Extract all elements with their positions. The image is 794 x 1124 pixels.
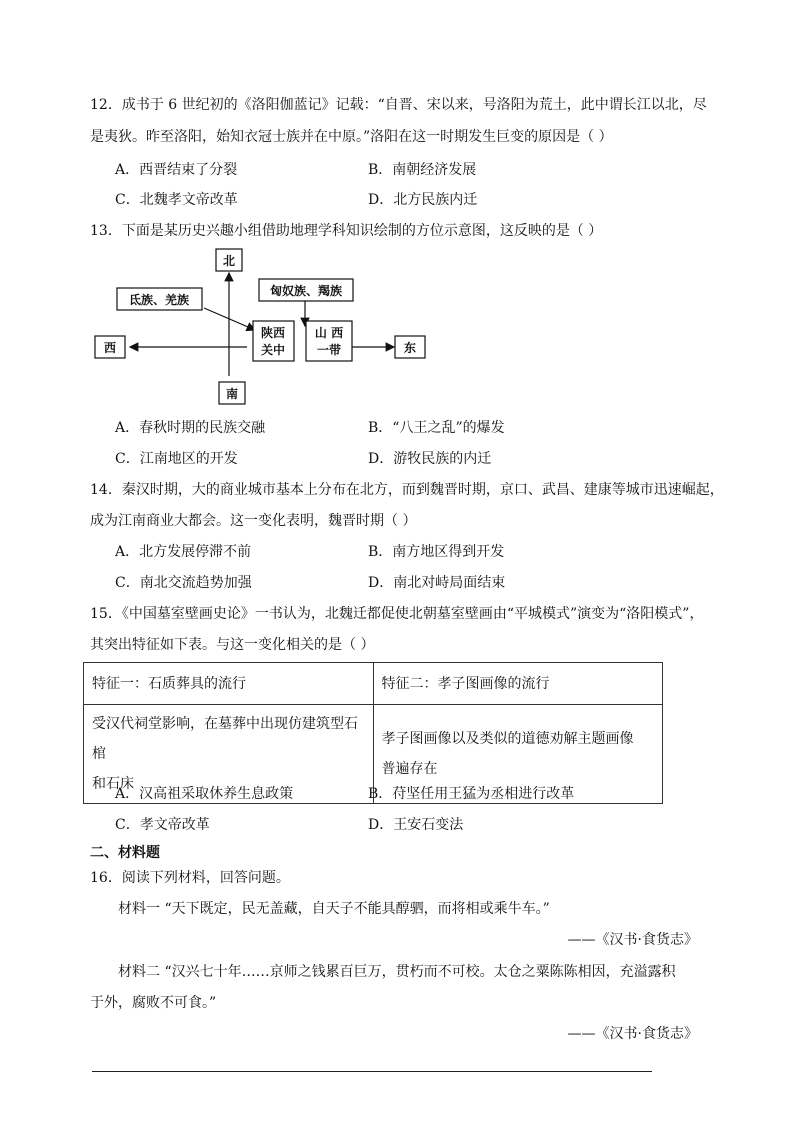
q15-stem-line2: 其突出特征如下表。与这一变化相关的是（ ） — [90, 637, 375, 653]
di-qiang-label: 氐族、羌族 — [128, 293, 190, 307]
section-heading: 二、材料题 — [90, 845, 160, 861]
q14-option-b[interactable]: B．南方地区得到开发 — [368, 544, 505, 560]
q14-option-c[interactable]: C．南北交流趋势加强 — [115, 575, 252, 591]
q15-option-c[interactable]: C．孝文帝改革 — [115, 817, 210, 833]
q12-option-a[interactable]: A．西晋结束了分裂 — [115, 162, 238, 178]
q13-stem-line1: 13．下面是某历史兴趣小组借助地理学科知识绘制的方位示意图，这反映的是（ ） — [90, 223, 603, 239]
table-cell-1-line1: 受汉代祠堂影响，在墓葬中出现仿建筑型石棺 — [92, 716, 358, 762]
q13-option-b[interactable]: B．“八王之乱”的爆发 — [368, 420, 505, 436]
direction-diagram — [0, 0, 794, 420]
q14-option-a[interactable]: A．北方发展停滞不前 — [115, 544, 252, 560]
table-cell-1-line2: 和石床 — [92, 776, 134, 792]
q15-stem-line1: 15．《中国墓室壁画史论》一书认为，北魏迁都促使北朝墓室壁画由“平城模式”演变为“洛阳模式”， — [90, 606, 704, 622]
material-2-line1: 材料二 “汉兴七十年……京师之钱累百巨万，贯朽而不可校。太仓之粟陈陈相因，充溢露积 — [118, 964, 676, 980]
q13-option-c[interactable]: C．江南地区的开发 — [115, 451, 238, 467]
xiongnu-jie-label: 匈奴族、羯族 — [269, 284, 343, 298]
q12-option-d[interactable]: D．北方民族内迁 — [368, 192, 478, 208]
north-label: 北 — [222, 254, 236, 268]
material-2-line2: 于外，腐败不可食。” — [90, 995, 217, 1011]
east-label: 东 — [403, 341, 417, 355]
table-cell-2-line1: 孝子图画像以及类似的道德劝解主题画像 — [381, 731, 634, 747]
table-header-1: 特征一：石质葬具的流行 — [84, 663, 374, 705]
table-cell-2-line2: 普遍存在 — [381, 761, 438, 777]
q12-option-b[interactable]: B．南朝经济发展 — [368, 162, 477, 178]
table-header-2: 特征二：孝子图画像的流行 — [373, 663, 663, 705]
q15-option-a[interactable]: A．汉高祖采取休养生息政策 — [115, 786, 294, 802]
west-label: 西 — [103, 341, 117, 355]
footer-divider — [92, 1071, 652, 1072]
q12-stem-line2: 是夷狄。昨至洛阳，始知衣冠士族并在中原。”洛阳在这一时期发生巨变的原因是（ ） — [90, 129, 613, 145]
q14-stem-line2: 成为江南商业大都会。这一变化表明，魏晋时期（ ） — [90, 513, 417, 529]
material-2-source: ——《汉书·食货志》 — [567, 1026, 698, 1042]
shaanxi-label-2: 关中 — [260, 343, 286, 357]
shaanxi-label-1: 陕西 — [260, 326, 286, 340]
q12-option-c[interactable]: C．北魏孝文帝改革 — [115, 192, 238, 208]
features-table — [83, 662, 663, 804]
material-1-source: ——《汉书·食货志》 — [567, 932, 698, 948]
q15-option-d[interactable]: D．王安石变法 — [368, 817, 464, 833]
shanxi-label-2: 一带 — [316, 343, 342, 357]
material-1-text: 材料一 “天下既定，民无盖藏，自天子不能具醇驷，而将相或乘牛车。” — [118, 901, 550, 917]
q13-option-d[interactable]: D．游牧民族的内迁 — [368, 451, 492, 467]
q15-option-b[interactable]: B．苻坚任用王猛为丞相进行改革 — [368, 786, 575, 802]
south-label: 南 — [225, 387, 239, 401]
q12-stem-line1: 12．成书于 6 世纪初的《洛阳伽蓝记》记载：“自晋、宋以来，号洛阳为荒土，此中谓长江以北，尽 — [90, 97, 707, 113]
shanxi-label-1: 山 西 — [314, 326, 344, 340]
q14-stem-line1: 14．秦汉时期，大的商业城市基本上分布在北方，而到魏晋时期，京口、武昌、建康等城市迅速崛起， — [90, 482, 724, 498]
q16-stem: 16．阅读下列材料，回答问题。 — [90, 870, 290, 886]
q13-option-a[interactable]: A．春秋时期的民族交融 — [115, 420, 266, 436]
q14-option-d[interactable]: D．南北对峙局面结束 — [368, 575, 506, 591]
